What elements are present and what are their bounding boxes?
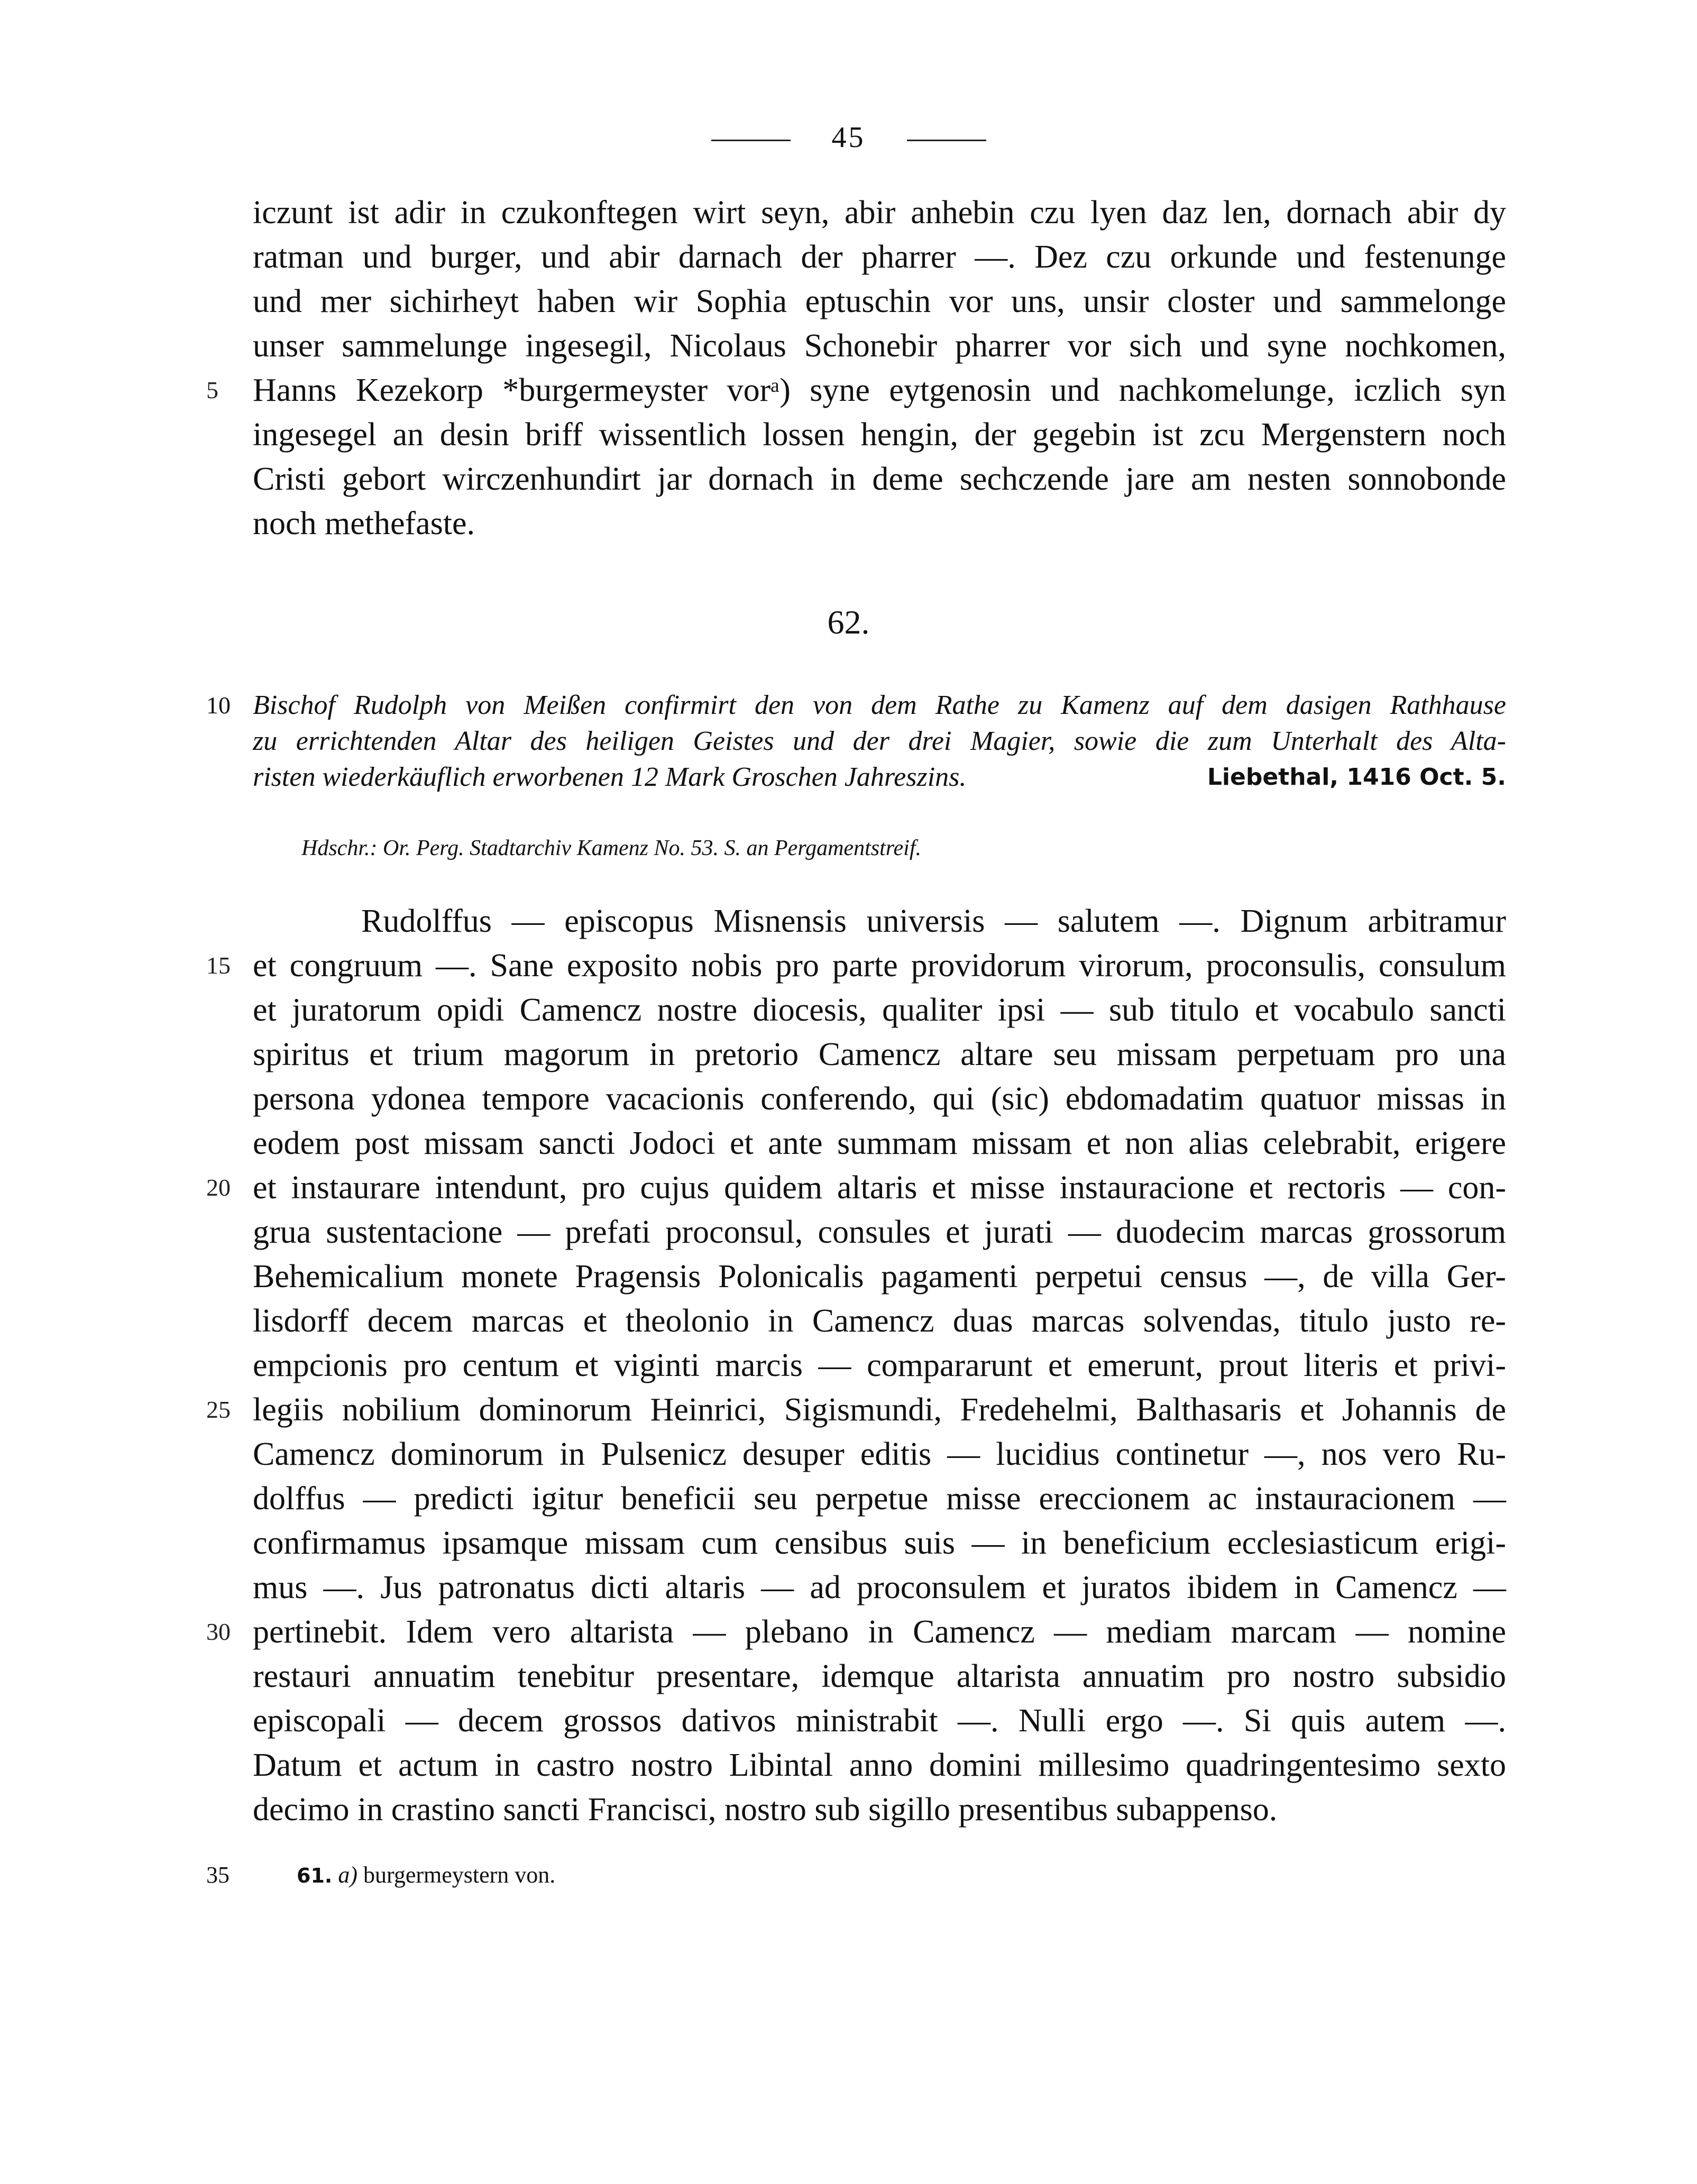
line-text: ingesegel an desin briff wissentlich lossen hengin, der gegebin ist zcu Mergenstern noch [253, 417, 1506, 453]
page-header [0, 121, 1697, 154]
document-61-continuation [206, 190, 1506, 546]
line-text: et instaurare intendunt, pro cujus quidem altaris et misse instauracione et rectoris — con- [253, 1170, 1506, 1206]
line-text: restauri annuatim tenebitur presentare, idemque altarista annuatim pro nostro subsidio [253, 1658, 1506, 1694]
text-line [206, 1166, 1506, 1210]
line-text: iczunt ist adir in czukonftegen wirt seyn, abir anhebin czu lyen daz len, dornach abir dy [253, 195, 1506, 231]
text-line [253, 190, 1506, 235]
line-text: Rudolffus — episcopus Misnensis universis — salutem —. Dignum arbitramur [361, 903, 1506, 939]
document-62-body [206, 899, 1506, 1832]
header-rule-left [711, 140, 791, 141]
text-line [253, 1299, 1506, 1343]
regest-line [206, 687, 1506, 723]
text-line [253, 324, 1506, 368]
text-line [206, 1388, 1506, 1432]
line-text: confirmamus ipsamque missam cum censibus suis — in beneficium ecclesiasticum erigi- [253, 1525, 1506, 1561]
footnote-mark: a) [338, 1862, 357, 1888]
text-line [206, 943, 1506, 988]
line-text: persona ydonea tempore vacacionis conferendo, qui (sic) ebdomadatim quatuor missas in [253, 1081, 1506, 1117]
text-line [253, 899, 1506, 943]
text-line [206, 1610, 1506, 1654]
text-line [253, 1032, 1506, 1077]
line-text: dolffus — predicti igitur beneficii seu perpetue misse ereccionem ac instauracionem — [253, 1481, 1506, 1517]
text-line [253, 1565, 1506, 1610]
text-line [253, 501, 1506, 546]
text-line [253, 988, 1506, 1032]
line-text: lisdorff decem marcas et theolonio in Camencz duas marcas solvendas, titulo justo re- [253, 1303, 1506, 1339]
text-line [206, 368, 1506, 412]
regest-text: zu errichtenden Altar des heiligen Geistes und der drei Magier, sowie die zum Unterhalt des Alta- [253, 726, 1506, 756]
text-line [253, 1743, 1506, 1787]
text-line [253, 1121, 1506, 1166]
regest-text: Bischof Rudolph von Meißen confirmirt den von dem Rathe zu Kamenz auf dem dasigen Rathhause [253, 690, 1506, 720]
line-text: Camencz dominorum in Pulsenicz desuper editis — lucidius continetur —, nos vero Ru- [253, 1436, 1506, 1472]
source-note: Hdschr.: Or. Perg. Stadtarchiv Kamenz No. 53. S. an Pergamentstreif. [301, 836, 922, 860]
line-text: unser sammelunge ingesegil, Nicolaus Schonebir pharrer vor sich und syne nochkomen, [253, 328, 1506, 364]
text-line [253, 1787, 1506, 1832]
footnote [206, 1861, 555, 1888]
line-text: grua sustentacione — prefati proconsul, consules et jurati — duodecim marcas grossorum [253, 1214, 1506, 1250]
text-line [253, 1476, 1506, 1521]
text-line [253, 1077, 1506, 1121]
regest [206, 687, 1506, 795]
footnote-text: burgermeystern von. [363, 1862, 556, 1888]
line-text: und mer sichirheyt haben wir Sophia eptuschin vor uns, unsir closter und sammelonge [253, 283, 1506, 319]
line-text: episcopali — decem grossos dativos ministrabit —. Nulli ergo —. Si quis autem —. [253, 1703, 1506, 1739]
text-line [253, 1210, 1506, 1254]
line-text: empcionis pro centum et viginti marcis — compararunt et emerunt, prout literis et privi- [253, 1347, 1506, 1383]
regest-text: risten wiederkäuflich erworbenen 12 Mark Groschen Jahreszins. [253, 762, 967, 792]
text-line [253, 1432, 1506, 1476]
line-number: 15 [206, 952, 231, 979]
line-text: legiis nobilium dominorum Heinrici, Sigismundi, Fredehelmi, Balthasaris et Johannis de [253, 1392, 1506, 1428]
line-text: et juratorum opidi Camencz nostre diocesis, qualiter ipsi — sub titulo et vocabulo sancti [253, 992, 1506, 1028]
line-text: decimo in crastino sancti Francisci, nostro sub sigillo presentibus subappenso. [253, 1792, 1278, 1828]
dateline: Liebethal, 1416 Oct. 5. [1207, 764, 1506, 791]
line-text: pertinebit. Idem vero altarista — plebano in Camencz — mediam marcam — nomine [253, 1614, 1506, 1650]
line-text: mus —. Jus patronatus dicti altaris — ad proconsulem et juratos ibidem in Camencz — [253, 1570, 1506, 1605]
line-number: 5 [206, 377, 218, 403]
line-text: eodem post missam sancti Jodoci et ante summam missam et non alias celebrabit, erigere [253, 1125, 1506, 1161]
document-number: 62. [827, 603, 870, 641]
regest-line [253, 723, 1506, 759]
line-text: Cristi gebort wirczenhundirt jar dornach in deme sechczende jare am nesten sonnobonde [253, 461, 1506, 497]
text-line [253, 1654, 1506, 1699]
text-line [253, 279, 1506, 324]
header-rule-right [907, 140, 986, 141]
footnote-line-number: 35 [206, 1862, 230, 1888]
line-text: Hanns Kezekorp *burgermeyster vorᵃ) syne eytgenosin und nachkomelunge, iczlich syn [253, 372, 1506, 408]
text-line [253, 1343, 1506, 1388]
line-text: spiritus et trium magorum in pretorio Camencz altare seu missam perpetuam pro una [253, 1036, 1506, 1072]
text-line [253, 1254, 1506, 1299]
text-line [253, 235, 1506, 279]
text-line [253, 1521, 1506, 1565]
text-line [253, 412, 1506, 457]
text-line [253, 457, 1506, 501]
line-text: noch methefaste. [253, 506, 475, 542]
line-text: Behemicalium monete Pragensis Polonicalis pagamenti perpetui census —, de villa Ger- [253, 1259, 1506, 1295]
line-number: 25 [206, 1396, 231, 1423]
page-number: 45 [831, 121, 866, 154]
line-number: 20 [206, 1174, 231, 1201]
text-line [253, 1699, 1506, 1743]
footnote-reference: 61. [297, 1864, 333, 1887]
line-text: Datum et actum in castro nostro Libintal anno domini millesimo quadringentesimo sexto [253, 1747, 1506, 1783]
line-number: 10 [206, 692, 231, 719]
line-text: ratman und burger, und abir darnach der pharrer —. Dez czu orkunde und festenunge [253, 239, 1506, 275]
line-text: et congruum —. Sane exposito nobis pro parte providorum virorum, proconsulis, consulum [253, 948, 1506, 984]
regest-line [253, 759, 1506, 795]
line-number: 30 [206, 1618, 231, 1645]
